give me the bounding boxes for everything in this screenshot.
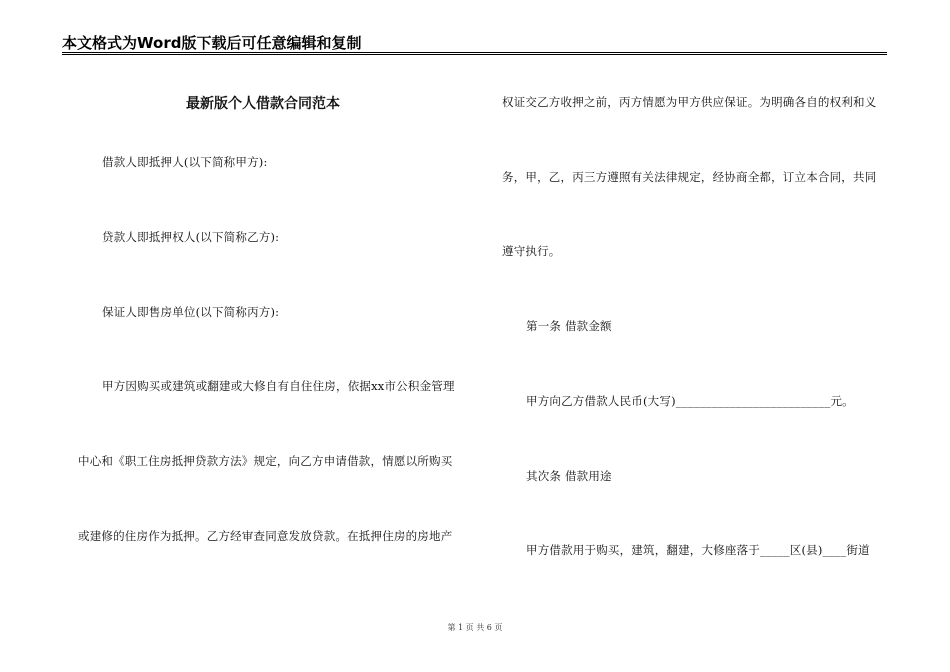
header-rule-secondary: [62, 54, 887, 55]
section-heading: 其次条 借款用途: [526, 469, 612, 483]
paragraph-line: 保证人即售房单位(以下简称丙方):: [102, 305, 280, 319]
page-header-banner: 本文格式为Word版下载后可任意编辑和复制: [62, 34, 362, 52]
paragraph-line: 权证交乙方收押之前，丙方情愿为甲方供应保证。为明确各自的权利和义: [502, 95, 877, 109]
paragraph-line: 务，甲，乙，丙三方遵照有关法律规定，经协商全都，订立本合同，共同: [502, 170, 877, 184]
paragraph-line: 或建修的住房作为抵押。乙方经审查同意发放贷款。在抵押住房的房地产: [78, 529, 453, 543]
section-heading: 第一条 借款金额: [526, 319, 612, 333]
paragraph-line: 中心和《职工住房抵押贷款方法》规定，向乙方申请借款，情愿以所购买: [78, 454, 453, 468]
paragraph-line: 借款人即抵押人(以下简称甲方):: [102, 155, 268, 169]
page-number-footer: 第 1 页 共 6 页: [447, 623, 503, 632]
paragraph-line: 贷款人即抵押权人(以下简称乙方):: [102, 230, 280, 244]
paragraph-line: 甲方因购买或建筑或翻建或大修自有自住住房，依据xx市公积金管理: [102, 379, 455, 393]
document-title: 最新版个人借款合同范本: [186, 96, 340, 112]
paragraph-line: 甲方向乙方借款人民币(大写)__________________________元。: [526, 394, 854, 408]
paragraph-line: 甲方借款用于购买，建筑，翻建，大修座落于_____区(县)____街道: [526, 543, 870, 557]
paragraph-line: 遵守执行。: [502, 244, 561, 258]
header-rule: [62, 52, 887, 53]
